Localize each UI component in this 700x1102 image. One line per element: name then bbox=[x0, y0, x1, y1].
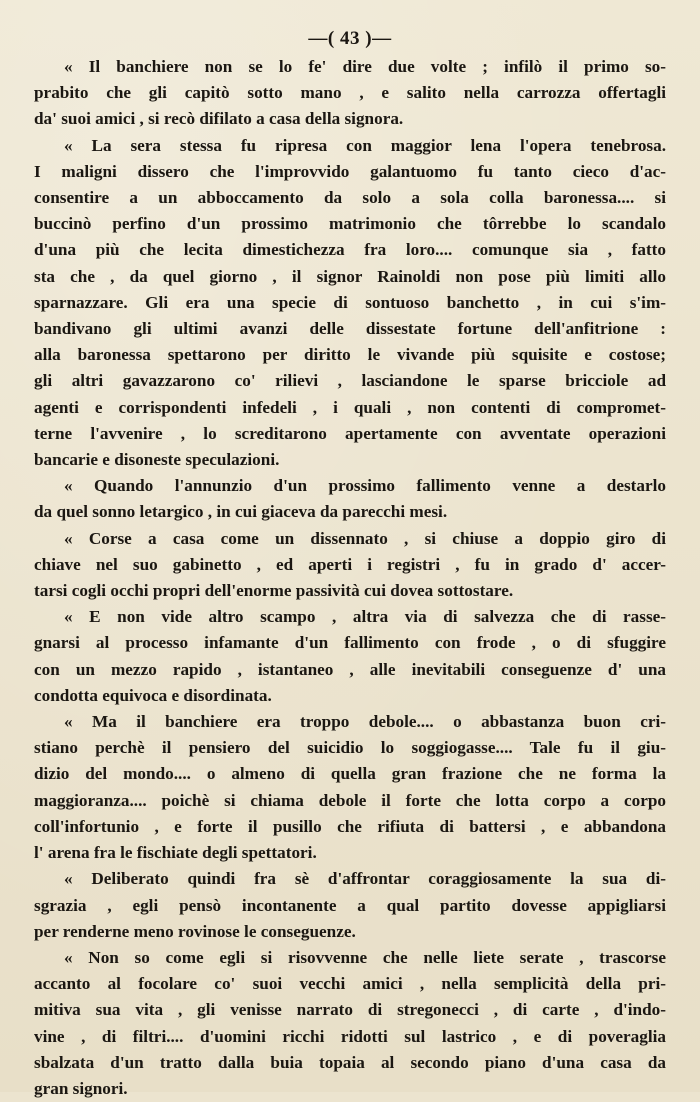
text-line: accanto al focolare co' suoi vecchi amici , nella semplicità della pri- bbox=[34, 974, 666, 994]
text-line: gli altri gavazzarono co' rilievi , lasciandone le sparse bricciole ad bbox=[34, 371, 666, 391]
paragraph bbox=[34, 945, 666, 1102]
text-line: terne l'avvenire , lo screditarono apertamente con avventate operazioni bbox=[34, 423, 666, 443]
text-line: chiave nel suo gabinetto , ed aperti i registri , fu in grado d' accer- bbox=[34, 554, 666, 574]
text-line: « Ma il banchiere era troppo debole.... o abbastanza buon cri- bbox=[64, 712, 666, 732]
text-line: sbalzata d'un tratto dalla buia topaia al secondo piano d'una casa da bbox=[34, 1052, 666, 1072]
text-line: gran signori. bbox=[34, 1078, 128, 1098]
text-line: gnarsi al processo infamante d'un fallimento con frode , o di sfuggire bbox=[34, 633, 666, 653]
text-line: agenti e corrispondenti infedeli , i quali , non contenti di compromet- bbox=[34, 397, 666, 417]
text-line: « Corse a casa come un dissennato , si chiuse a doppio giro di bbox=[64, 528, 666, 548]
text-line: I maligni dissero che l'improvvido galantuomo fu tanto cieco d'ac- bbox=[34, 161, 666, 181]
text-line: tarsi cogli occhi propri dell'enorme passività cui dovea sottostare. bbox=[34, 581, 514, 601]
text-line: « Il banchiere non se lo fe' dire due volte ; infilò il primo so- bbox=[64, 57, 666, 76]
text-line: « Deliberato quindi fra sè d'affrontar coraggiosamente la sua di- bbox=[64, 869, 666, 889]
text-line: « La sera stessa fu ripresa con maggior lena l'opera tenebrosa. bbox=[64, 135, 666, 155]
text-line: alla baronessa spettarono per diritto le vivande più squisite e costose; bbox=[34, 345, 666, 365]
text-line: sta che , da quel giorno , il signor Rainoldi non pose più limiti allo bbox=[34, 266, 666, 286]
paragraph bbox=[34, 866, 666, 945]
body-text bbox=[34, 54, 666, 1102]
text-line: mitiva sua vita , gli venisse narrato di stregonecci , di carte , d'indo- bbox=[34, 1000, 666, 1020]
text-line: « Quando l'annunzio d'un prossimo fallimento venne a destarlo bbox=[64, 476, 666, 496]
text-line: vine , di filtri.... d'uomini ricchi ridotti sul lastrico , e di poveraglia bbox=[34, 1026, 666, 1046]
paragraph bbox=[34, 54, 666, 133]
paragraph bbox=[34, 473, 666, 525]
text-line: stiano perchè il pensiero del suicidio lo soggiogasse.... Tale fu il giu- bbox=[34, 738, 666, 758]
text-line: da' suoi amici , si recò difilato a casa della signora. bbox=[34, 109, 404, 129]
text-line: da quel sonno letargico , in cui giaceva da parecchi mesi. bbox=[34, 502, 448, 522]
text-line: per renderne meno rovinose le conseguenze. bbox=[34, 921, 356, 941]
text-line: dizio del mondo.... o almeno di quella gran frazione che ne forma la bbox=[34, 764, 666, 784]
text-line: « Non so come egli si risovvenne che nelle liete serate , trascorse bbox=[64, 947, 666, 967]
text-line: buccinò perfino d'un prossimo matrimonio che tôrrebbe lo scandalo bbox=[34, 214, 666, 234]
text-line: con un mezzo rapido , istantaneo , alle inevitabili conseguenze d' una bbox=[34, 659, 666, 679]
text-line: prabito che gli capitò sotto mano , e salito nella carrozza offertagli bbox=[34, 83, 666, 103]
text-line: maggioranza.... poichè si chiama debole il forte che lotta corpo a corpo bbox=[34, 790, 666, 810]
text-line: bandivano gli ultimi avanzi delle dissestate fortune dell'anfitrione : bbox=[34, 319, 666, 339]
paragraph bbox=[34, 709, 666, 866]
text-line: l' arena fra le fischiate degli spettatori. bbox=[34, 843, 317, 863]
text-line: « E non vide altro scampo , altra via di salvezza che di rasse- bbox=[64, 607, 666, 627]
text-line: coll'infortunio , e forte il pusillo che rifiuta di battersi , e abbandona bbox=[34, 816, 666, 836]
text-line: bancarie e disoneste speculazioni. bbox=[34, 450, 280, 470]
paragraph bbox=[34, 526, 666, 605]
text-line: d'una più che lecita dimestichezza fra loro.... comunque sia , fatto bbox=[34, 240, 666, 260]
paragraph bbox=[34, 133, 666, 474]
text-line: sgrazia , egli pensò incontanente a qual partito dovesse appigliarsi bbox=[34, 895, 666, 915]
text-line: sparnazzare. Gli era una specie di sontuoso banchetto , in cui s'im- bbox=[34, 292, 666, 312]
paragraph bbox=[34, 604, 666, 709]
page-number-header: —( 43 )— bbox=[308, 28, 392, 49]
text-line: consentire a un abboccamento da solo a sola colla baronessa.... si bbox=[34, 188, 666, 208]
text-line: condotta equivoca e disordinata. bbox=[34, 685, 272, 705]
